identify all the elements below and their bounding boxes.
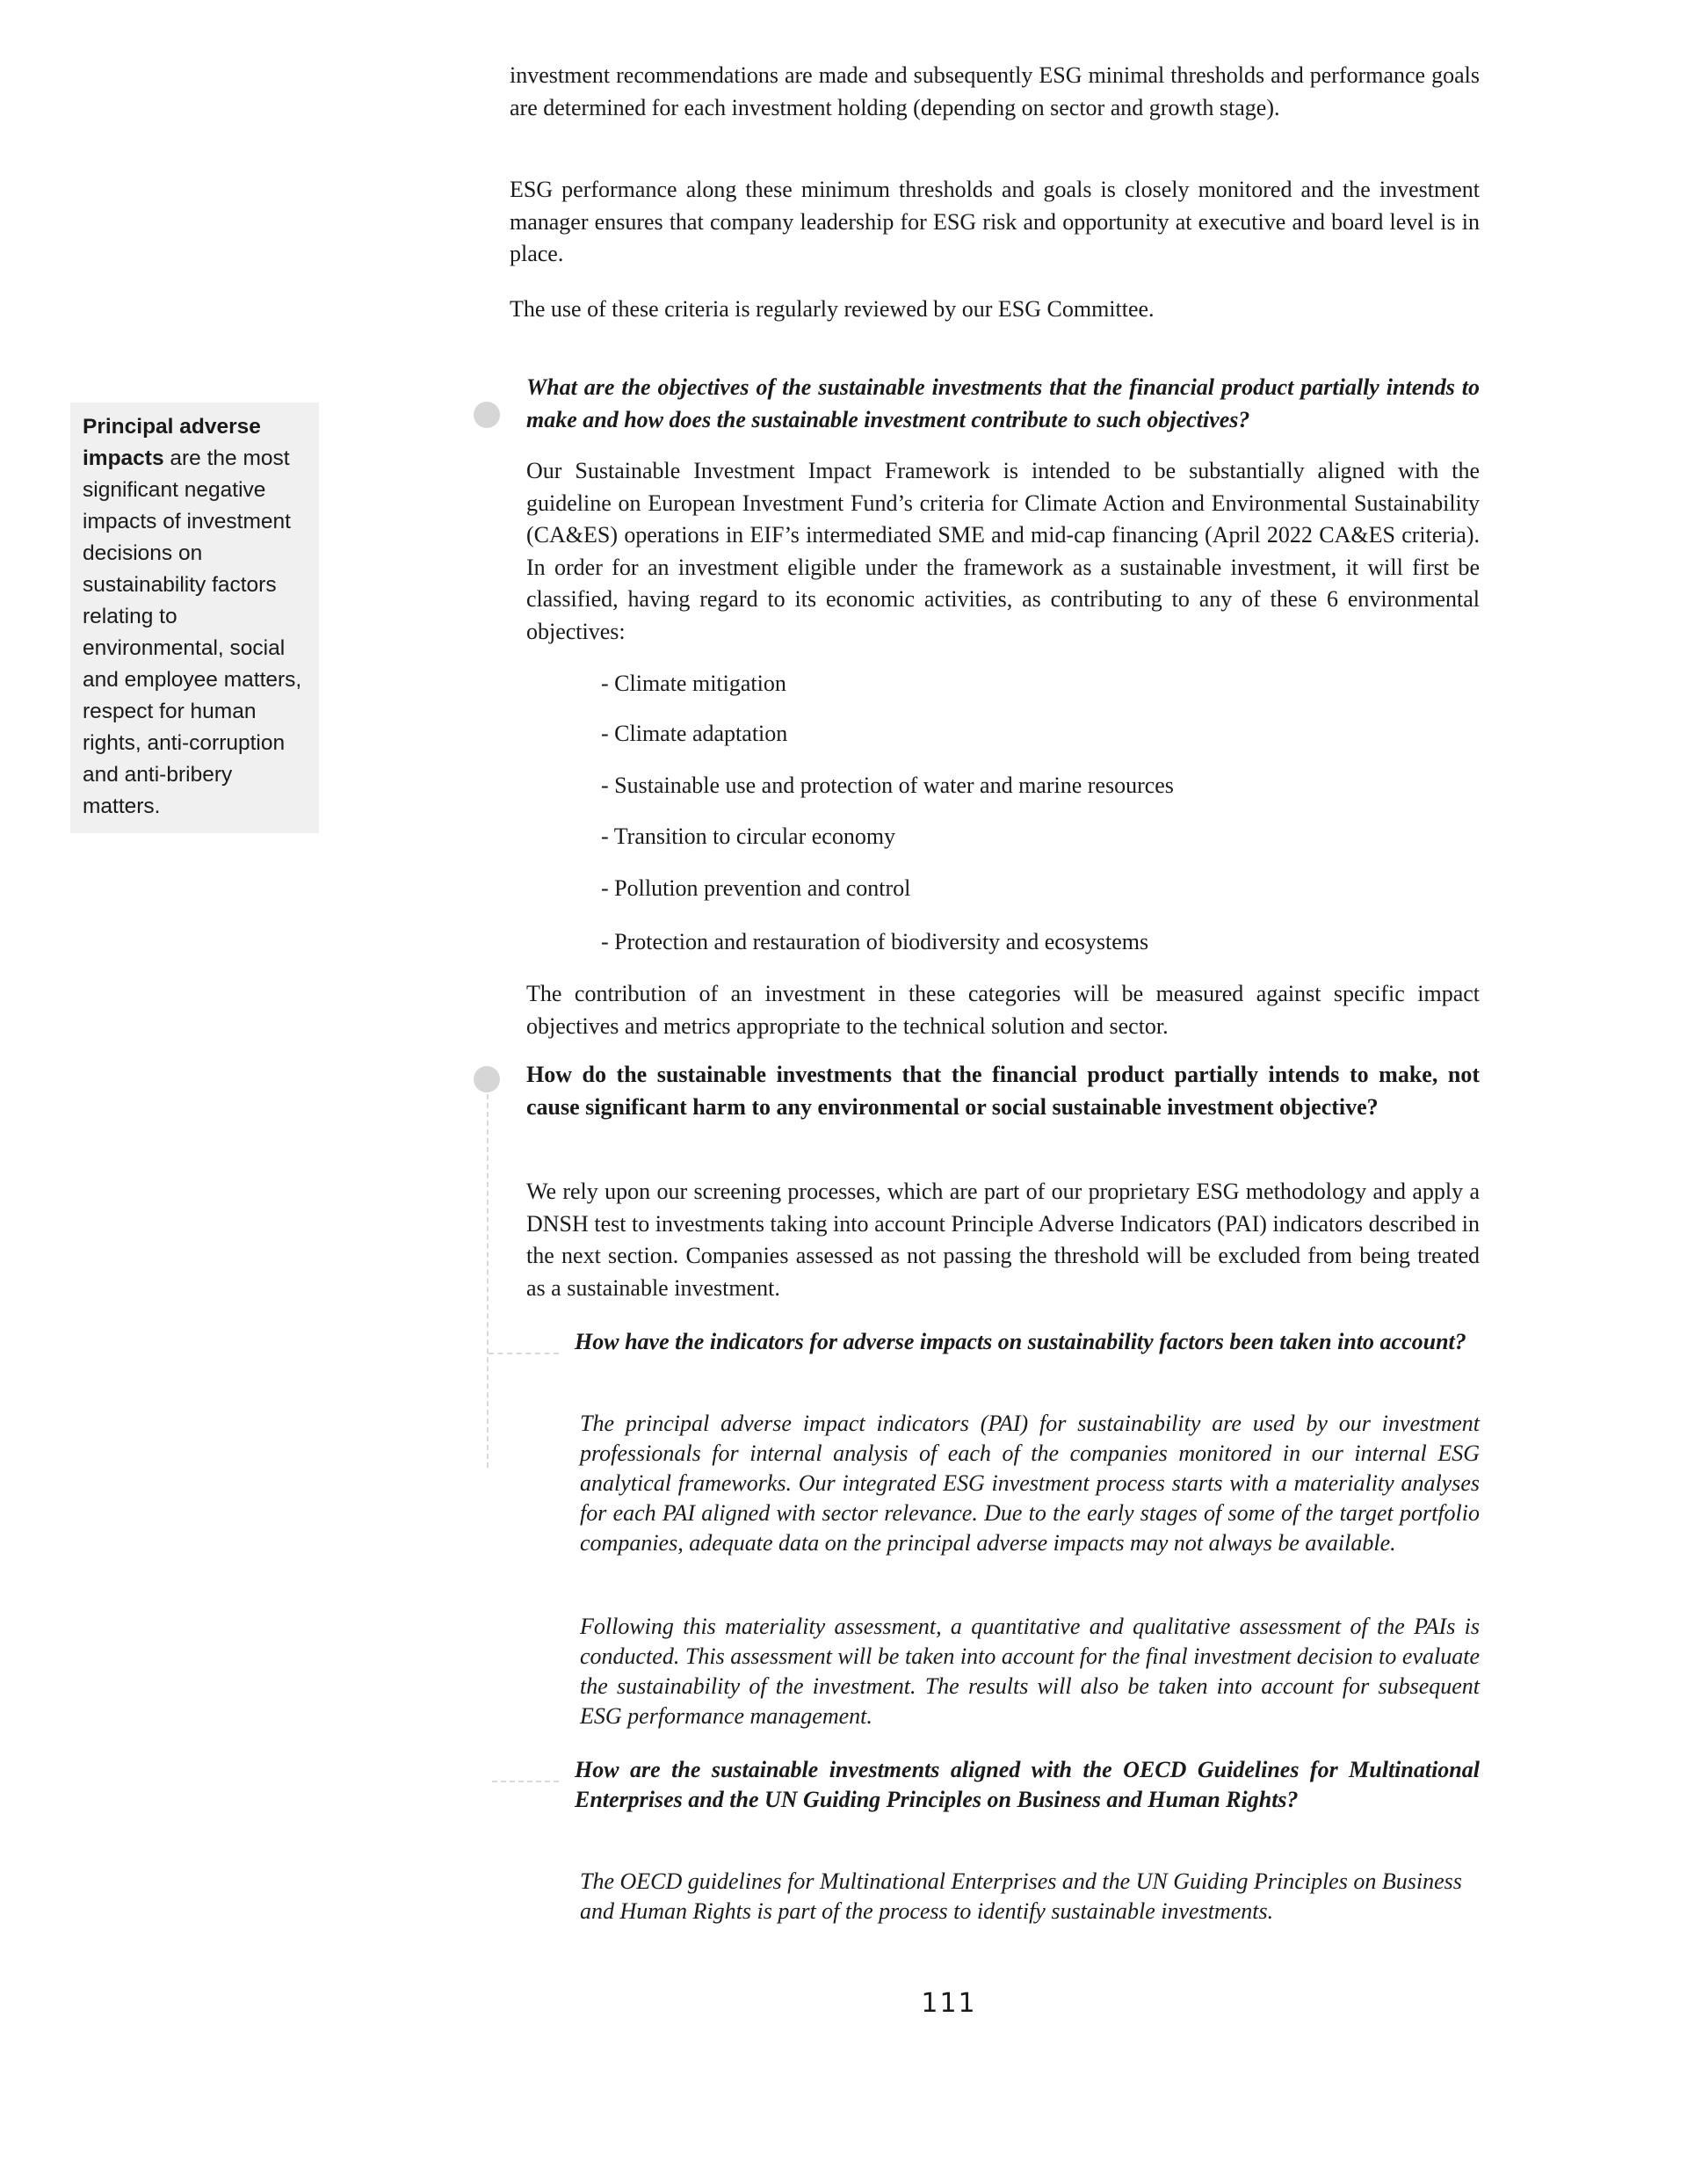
section-marker-dot	[474, 1066, 500, 1092]
objective-item: - Protection and restauration of biodiversity and ecosystems	[601, 929, 1149, 954]
section-connector-line	[487, 1094, 489, 1468]
section1-body: Our Sustainable Investment Impact Framework is intended to be substantially aligned with the guideline on European Investment Fund’s criteria for Climate Action and Environmental Sustainability (CA&ES) operations in EIF’s intermediated SME and mid-cap financing (April 2022 CA&ES criteria). In order for an investment eligible under the framework as a sustainable investment, it will first be classified, having regard to its economic activities, as contributing to any of these 6 environmental objectives:	[526, 458, 1480, 644]
sidebar-term: Principal adverse impacts	[83, 415, 261, 470]
objective-item: - Transition to circular economy	[601, 824, 896, 849]
intro-paragraph-2: ESG performance along these minimum thresholds and goals is closely monitored and the investment manager ensures that company leadership for ESG risk and opportunity at executive and board level is in place.	[510, 177, 1480, 266]
sub1-paragraph-1: The principal adverse impact indicators (PAI) for sustainability are used by our investment professionals for internal analysis of each of the companies monitored in our internal ESG analytical frameworks. Our integrated ESG investment process starts with a materiality analyses for each PAI aligned with sector relevance. Due to the early stages of some of the target portfolio companies, adequate data on the principal adverse impacts may not always be available.	[580, 1411, 1480, 1556]
objective-item: - Climate mitigation	[601, 671, 786, 696]
section2-body: We rely upon our screening processes, which are part of our proprietary ESG methodology and apply a DNSH test to investments taking into account Principle Adverse Indicators (PAI) indicators described in the next section. Companies assessed as not passing the threshold will be excluded from being treated as a sustainable investment.	[526, 1179, 1480, 1301]
objective-item: - Pollution prevention and control	[601, 875, 911, 901]
objective-item: - Sustainable use and protection of water and marine resources	[601, 773, 1174, 798]
section1-closing: The contribution of an investment in these categories will be measured against specific impact objectives and metrics appropriate to the technical solution and sector.	[526, 981, 1480, 1039]
objective-item: - Climate adaptation	[601, 721, 788, 746]
sub1-paragraph-2: Following this materiality assessment, a quantitative and qualitative assessment of the PAIs is conducted. This assessment will be taken into account for the final investment decision to evaluate the sustainability of the investment. The results will also be taken into account for subsequent ESG performance management.	[580, 1614, 1480, 1729]
section1-question: What are the objectives of the sustainable investments that the financial product partially intends to make and how does the sustainable investment contribute to such objectives?	[526, 374, 1480, 432]
principal-adverse-impacts-definition	[70, 403, 319, 833]
intro-paragraph-3: The use of these criteria is regularly reviewed by our ESG Committee.	[510, 296, 1155, 322]
page-number: 111	[921, 1988, 977, 2019]
subsection-connector-line	[492, 1781, 559, 1782]
intro-paragraph-1: investment recommendations are made and subsequently ESG minimal thresholds and performance goals are determined for each investment holding (depending on sector and growth stage).	[510, 62, 1480, 120]
section2-question: How do the sustainable investments that the financial product partially intends to make, not cause significant harm to any environmental or social sustainable investment objective?	[526, 1062, 1480, 1120]
section-marker-dot	[474, 402, 500, 428]
subsection-connector-line	[489, 1353, 559, 1354]
sub2-paragraph-1: The OECD guidelines for Multinational Enterprises and the UN Guiding Principles on Business and Human Rights is part of the process to identify sustainable investments.	[580, 1868, 1462, 1924]
sub2-question: How are the sustainable investments aligned with the OECD Guidelines for Multinational Enterprises and the UN Guiding Principles on Business and Human Rights?	[575, 1757, 1480, 1812]
sub1-question: How have the indicators for adverse impacts on sustainability factors been taken into account?	[575, 1329, 1466, 1354]
sidebar-definition: are the most significant negative impacts of investment decisions on sustainability factors relating to environmental, social and employee matters, respect for human rights, anti-corruption and anti-bribery matters.	[83, 446, 302, 818]
